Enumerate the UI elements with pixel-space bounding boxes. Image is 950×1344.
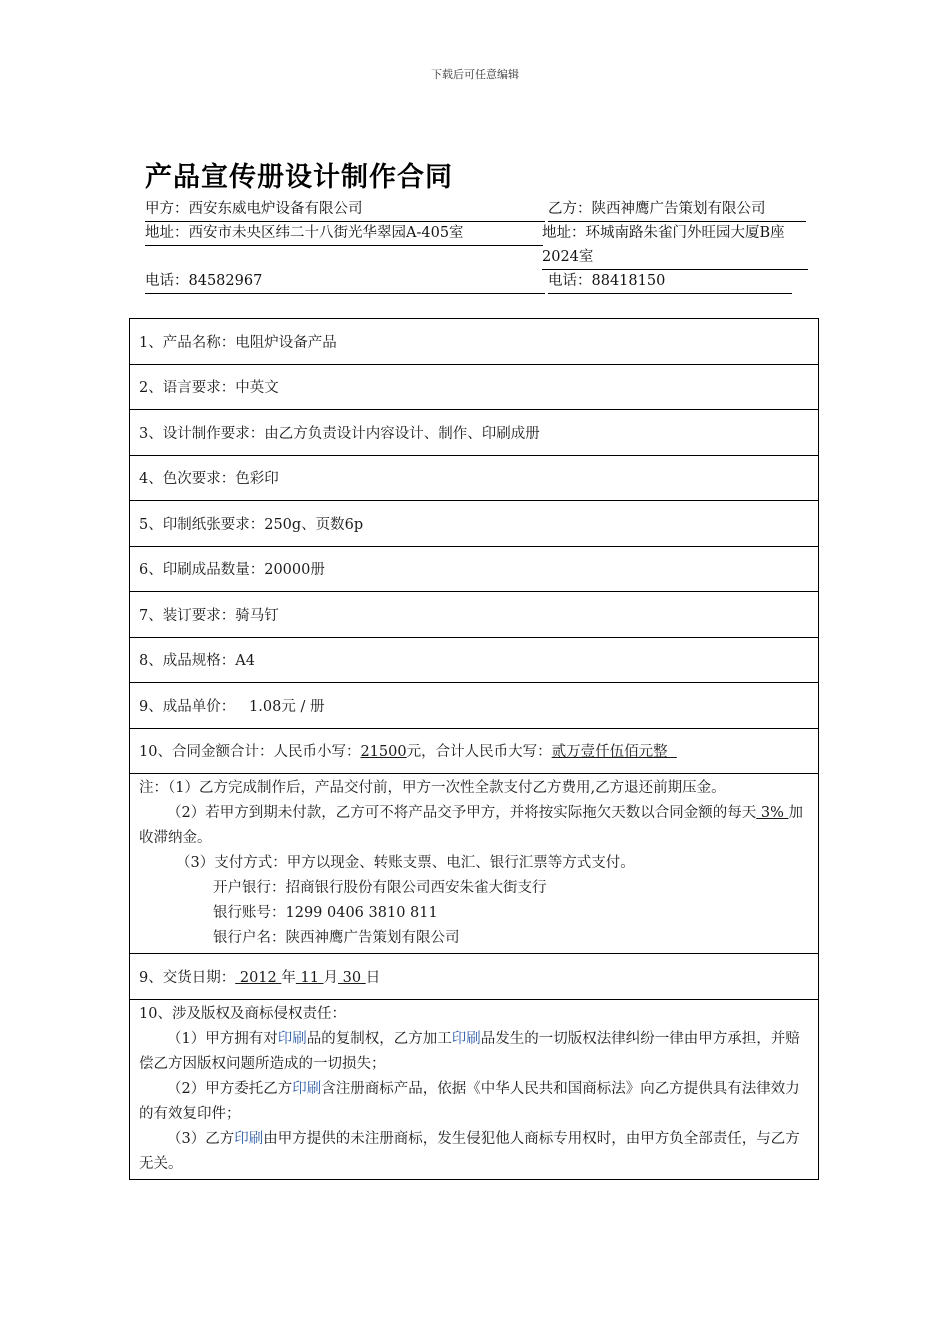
item-language: 2、语言要求：中英文	[130, 364, 819, 410]
clause-2-text-a: （2）甲方委托乙方	[167, 1081, 293, 1097]
note-1: 注：（1）乙方完成制作后，产品交付前，甲方一次性全款支付乙方费用,乙方退还前期压金。	[139, 780, 726, 796]
item-quantity: 6、印刷成品数量：20000册	[130, 546, 819, 592]
note-2	[139, 801, 809, 851]
delivery-year-label: 年	[281, 970, 296, 986]
clause-1-text-a: （1）甲方拥有对	[167, 1031, 278, 1047]
amount-prefix: 10、合同金额合计：人民币小写：	[139, 744, 361, 761]
print-link[interactable]: 印刷	[292, 1081, 322, 1097]
amount-lower: 21500	[360, 744, 407, 761]
delivery-month-label: 月	[323, 970, 339, 986]
delivery-year: 2012	[235, 970, 282, 986]
delivery-month: 11	[295, 970, 324, 986]
clause-3-text-b: 由甲方提供的未注册商标，发生侵犯他人商标专用权时，由甲方负全部责任，与乙方无关。	[139, 1131, 800, 1172]
item-paper: 5、印制纸张要求：250g、页数6p	[130, 501, 819, 547]
party-b-address: 地址：环城南路朱雀门外旺园大厦B座2024室	[542, 221, 808, 270]
late-fee-rate: 3%	[756, 805, 789, 821]
item-size: 8、成品规格：A4	[130, 637, 819, 683]
print-link[interactable]: 印刷	[277, 1031, 307, 1047]
party-a-name: 甲方：西安东威电炉设备有限公司	[145, 197, 545, 222]
copyright-cell	[130, 1000, 819, 1180]
note-3: （3）支付方式：甲方以现金、转账支票、电汇、银行汇票等方式支付。	[176, 855, 635, 871]
copyright-heading: 10、涉及版权及商标侵权责任：	[139, 1006, 346, 1022]
party-a-address: 地址：西安市未央区纬二十八街光华翠园A-405室	[145, 221, 543, 246]
item-binding: 7、装订要求：骑马钉	[130, 592, 819, 638]
copyright-clause-1	[139, 1027, 809, 1077]
document-title: 产品宣传册设计制作合同	[145, 162, 453, 193]
bank-holder: 银行户名：陕西神鹰广告策划有限公司	[213, 930, 460, 946]
delivery-prefix: 9、交货日期：	[139, 970, 236, 986]
delivery-date-row	[130, 954, 819, 1000]
amount-upper: 贰万壹仟伍佰元整	[551, 744, 677, 761]
notes-cell	[130, 774, 819, 954]
delivery-day-label: 日	[365, 970, 381, 986]
item-unit-price: 9、成品单价： 1.08元 / 册	[130, 683, 819, 729]
print-link[interactable]: 印刷	[451, 1031, 481, 1047]
note-2-tail: 加收滞纳金。	[139, 805, 803, 846]
clause-2-text-b: 含注册商标产品，依据《中华人民共和国商标法》向乙方提供具有法律效力的有效复印件；	[139, 1081, 800, 1122]
copyright-clause-2	[139, 1077, 809, 1127]
clause-3-text-a: （3）乙方	[167, 1131, 235, 1147]
header-note: 下载后可任意编辑	[431, 68, 519, 81]
amount-middle: 元，合计人民币大写：	[406, 744, 552, 761]
bank-account: 银行账号：1299 0406 3810 811	[213, 905, 438, 921]
party-b-phone: 电话：88418150	[548, 269, 792, 294]
item-color: 4、色次要求：色彩印	[130, 455, 819, 501]
bank-name: 开户银行：招商银行股份有限公司西安朱雀大街支行	[213, 880, 547, 896]
contract-terms-table	[129, 318, 819, 1180]
party-b-name: 乙方：陕西神鹰广告策划有限公司	[548, 197, 806, 222]
contract-amount-row	[130, 728, 819, 774]
delivery-day: 30	[338, 970, 366, 986]
clause-1-text-b: 品的复制权，乙方加工	[306, 1031, 452, 1047]
clause-1-text-c: 品发生的一切版权法律纠纷一律由甲方承担，并赔偿乙方因版权问题所造成的一切损失；	[139, 1031, 800, 1072]
print-link[interactable]: 印刷	[234, 1131, 264, 1147]
note-2-text: （2）若甲方到期未付款，乙方可不将产品交予甲方，并将按实际拖欠天数以合同金额的每天	[167, 805, 757, 821]
copyright-clause-3	[139, 1127, 809, 1177]
item-design-requirement: 3、设计制作要求：由乙方负责设计内容设计、制作、印刷成册	[130, 410, 819, 456]
party-a-phone: 电话：84582967	[145, 269, 545, 294]
item-product-name: 1、产品名称：电阻炉设备产品	[130, 319, 819, 365]
